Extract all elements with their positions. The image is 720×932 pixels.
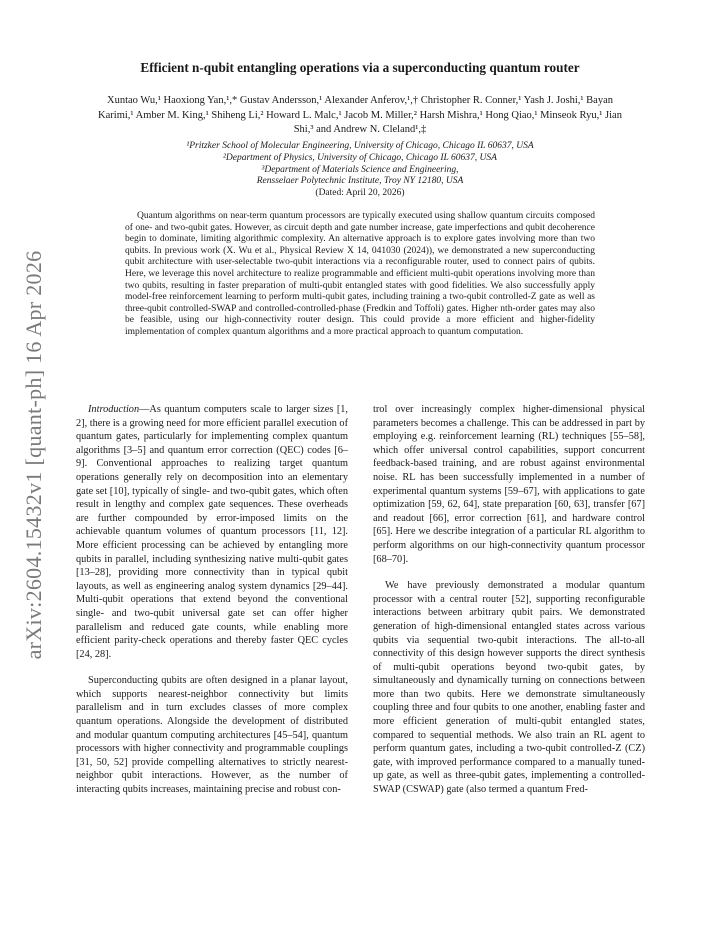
intro-lead: Introduction: [88, 404, 140, 415]
abstract: [125, 211, 595, 339]
affiliation-1: ¹Pritzker School of Molecular Engineering, University of Chicago, Chicago IL 60637, USA: [186, 141, 534, 151]
affiliations: [95, 141, 625, 200]
intro-body: —As quantum computers scale to larger sizes [1, 2], there is a growing need for more efficient parallel execution of quantum gates, particularly for implementing complex quantum algorithms [3–5] and quantum error correction (QEC) codes [6–9]. Conventional approaches to realizing target quantum operations generally rely on decomposition into an elementary gate set [10], typically of single- and two-qubit gates, which often result in lengthy and complex gate sequences. These overheads are further compounded by error-imposed limits on the achievable quantum volumes of quantum processors [11, 12]. More efficient processing can be achieved by entangling more qubits in parallel, including synthesizing native multi-qubit gates [13–28], providing more connectivity than in typical qubit layouts, as well as engineering analog system dynamics [29–44]. Multi-qubit operations that extend beyond the conventional single- and two-qubit universal gate set can offer higher parallelism and reduced gate counts, while enabling more efficient parity-check operations and thereby faster QEC cycles [24, 28].: [76, 404, 348, 660]
superconducting-paragraph: Superconducting qubits are often designed in a planar layout, which supports nearest-neighbor connectivity but limits parallelism and in turn excludes classes of more complex quantum operations. Alongside the development of distributed and modular quantum computing architectures [45–54], quantum processors with higher connectivity and programmable couplings [31, 50, 52] provide compelling alternatives to strictly nearest-neighbor qubit interactions. However, as the number of interacting qubits increases, maintaining precise and robust con-: [76, 675, 348, 796]
affiliation-2: ²Department of Physics, University of Chicago, Chicago IL 60637, USA: [223, 152, 497, 163]
arxiv-sidebar-stamp: [14, 245, 54, 665]
affiliation-3-cont: Rensselaer Polytechnic Institute, Troy NY 12180, USA: [256, 176, 464, 187]
intro-paragraph: [76, 403, 348, 661]
arxiv-identifier: arXiv:2604.15432v1 [quant-ph] 16 Apr 2026: [21, 250, 46, 660]
author-list: Xuntao Wu,¹ Haoxiong Yan,¹,* Gustav Andersson,¹ Alexander Anferov,¹,† Christopher R. Conner,¹ Yash J. Joshi,¹ Bayan Karimi,¹ Amber M. King,¹ Shiheng Li,² Howard L. Malc,¹ Jacob M. Miller,² Harsh Mishra,¹ Hong Qiao,¹ Minseok Ryu,¹ Jian Shi,³ and Andrew N. Cleland¹,‡: [98, 95, 622, 135]
router-paragraph: We have previously demonstrated a modular quantum processor with a central router [52], supporting reconfigurable interactions between arbitrary qubit pairs. We demonstrated generation of high-dimensional entangled states across various qubits via sequential two-qubit interactions. The all-to-all connectivity of this design however supports the direct synthesis of multi-qubit operations beyond two-qubit gates, by simultaneously and dynamically turning on connections between more than two qubits. Here we demonstrate simultaneously coupling three and four qubits to one another, enabling faster and more efficient generation of multi-qubit entangled states, compared to sequential methods. We also train an RL agent to perform quantum gates, including a two-qubit controlled-Z (CZ) gate, with improved performance compared to a manually tuned-up gate, as well as three-qubit gates, implementing a controlled-SWAP (CSWAP) gate (also termed a quantum Fred-: [373, 580, 645, 796]
abstract-text: Quantum algorithms on near-term quantum processors are typically executed using shallow quantum circuits composed of one- and two-qubit gates. However, as circuit depth and gate number increase, gate imperfections and qubit decoherence begin to dominate, limiting algorithmic complexity. An alternative approach is to explore gates involving more than two qubits. In previous work (X. Wu et al., Physical Review X 14, 041030 (2024)), we demonstrated a new superconducting qubit architecture with user-selectable two-qubit interactions via a reconfigurable router, used to connect pairs of qubits. Here, we leverage this novel architecture to realize programmable and efficient multi-qubit operations involving more than two qubits, resulting in faster preparation of multi-qubit entangled states with good fidelities. We also successfully apply model-free reinforcement learning to perform multi-qubit gates, including training a two-qubit controlled-Z gate as well as three-qubit controlled-SWAP and controlled-controlled-phase (Fredkin and Toffoli) gates. Higher nth-order gates may also be feasible, using our high-connectivity router design. This could provide a more efficient and higher-fidelity implementation of complex quantum algorithms and a more practical approach to quantum computation.: [125, 211, 595, 337]
affiliation-3: ³Department of Materials Science and Engineering,: [261, 164, 459, 175]
right-column: [373, 403, 645, 810]
left-column: [76, 403, 348, 810]
dated-line: (Dated: April 20, 2026): [315, 188, 405, 199]
paper-title: Efficient n-qubit entangling operations via a superconducting quantum router: [140, 60, 580, 75]
rl-paragraph: trol over increasingly complex higher-dimensional physical parameters becomes a challenge. This can be addressed in part by employing e.g. reinforcement learning (RL) techniques [55–58], which offer universal control capabilities, support concurrent feedback-based training, and are robust against environmental noise. RL has been successfully implemented in a number of experimental quantum systems [59–67], with applications to gate optimization [59, 62, 64], state preparation [60, 63], transfer [67] and readout [66], error correction [61], and hardware control [65]. Here we describe integration of a particular RL algorithm to perform algorithms on our high-connectivity quantum processor [68–70].: [373, 404, 645, 565]
